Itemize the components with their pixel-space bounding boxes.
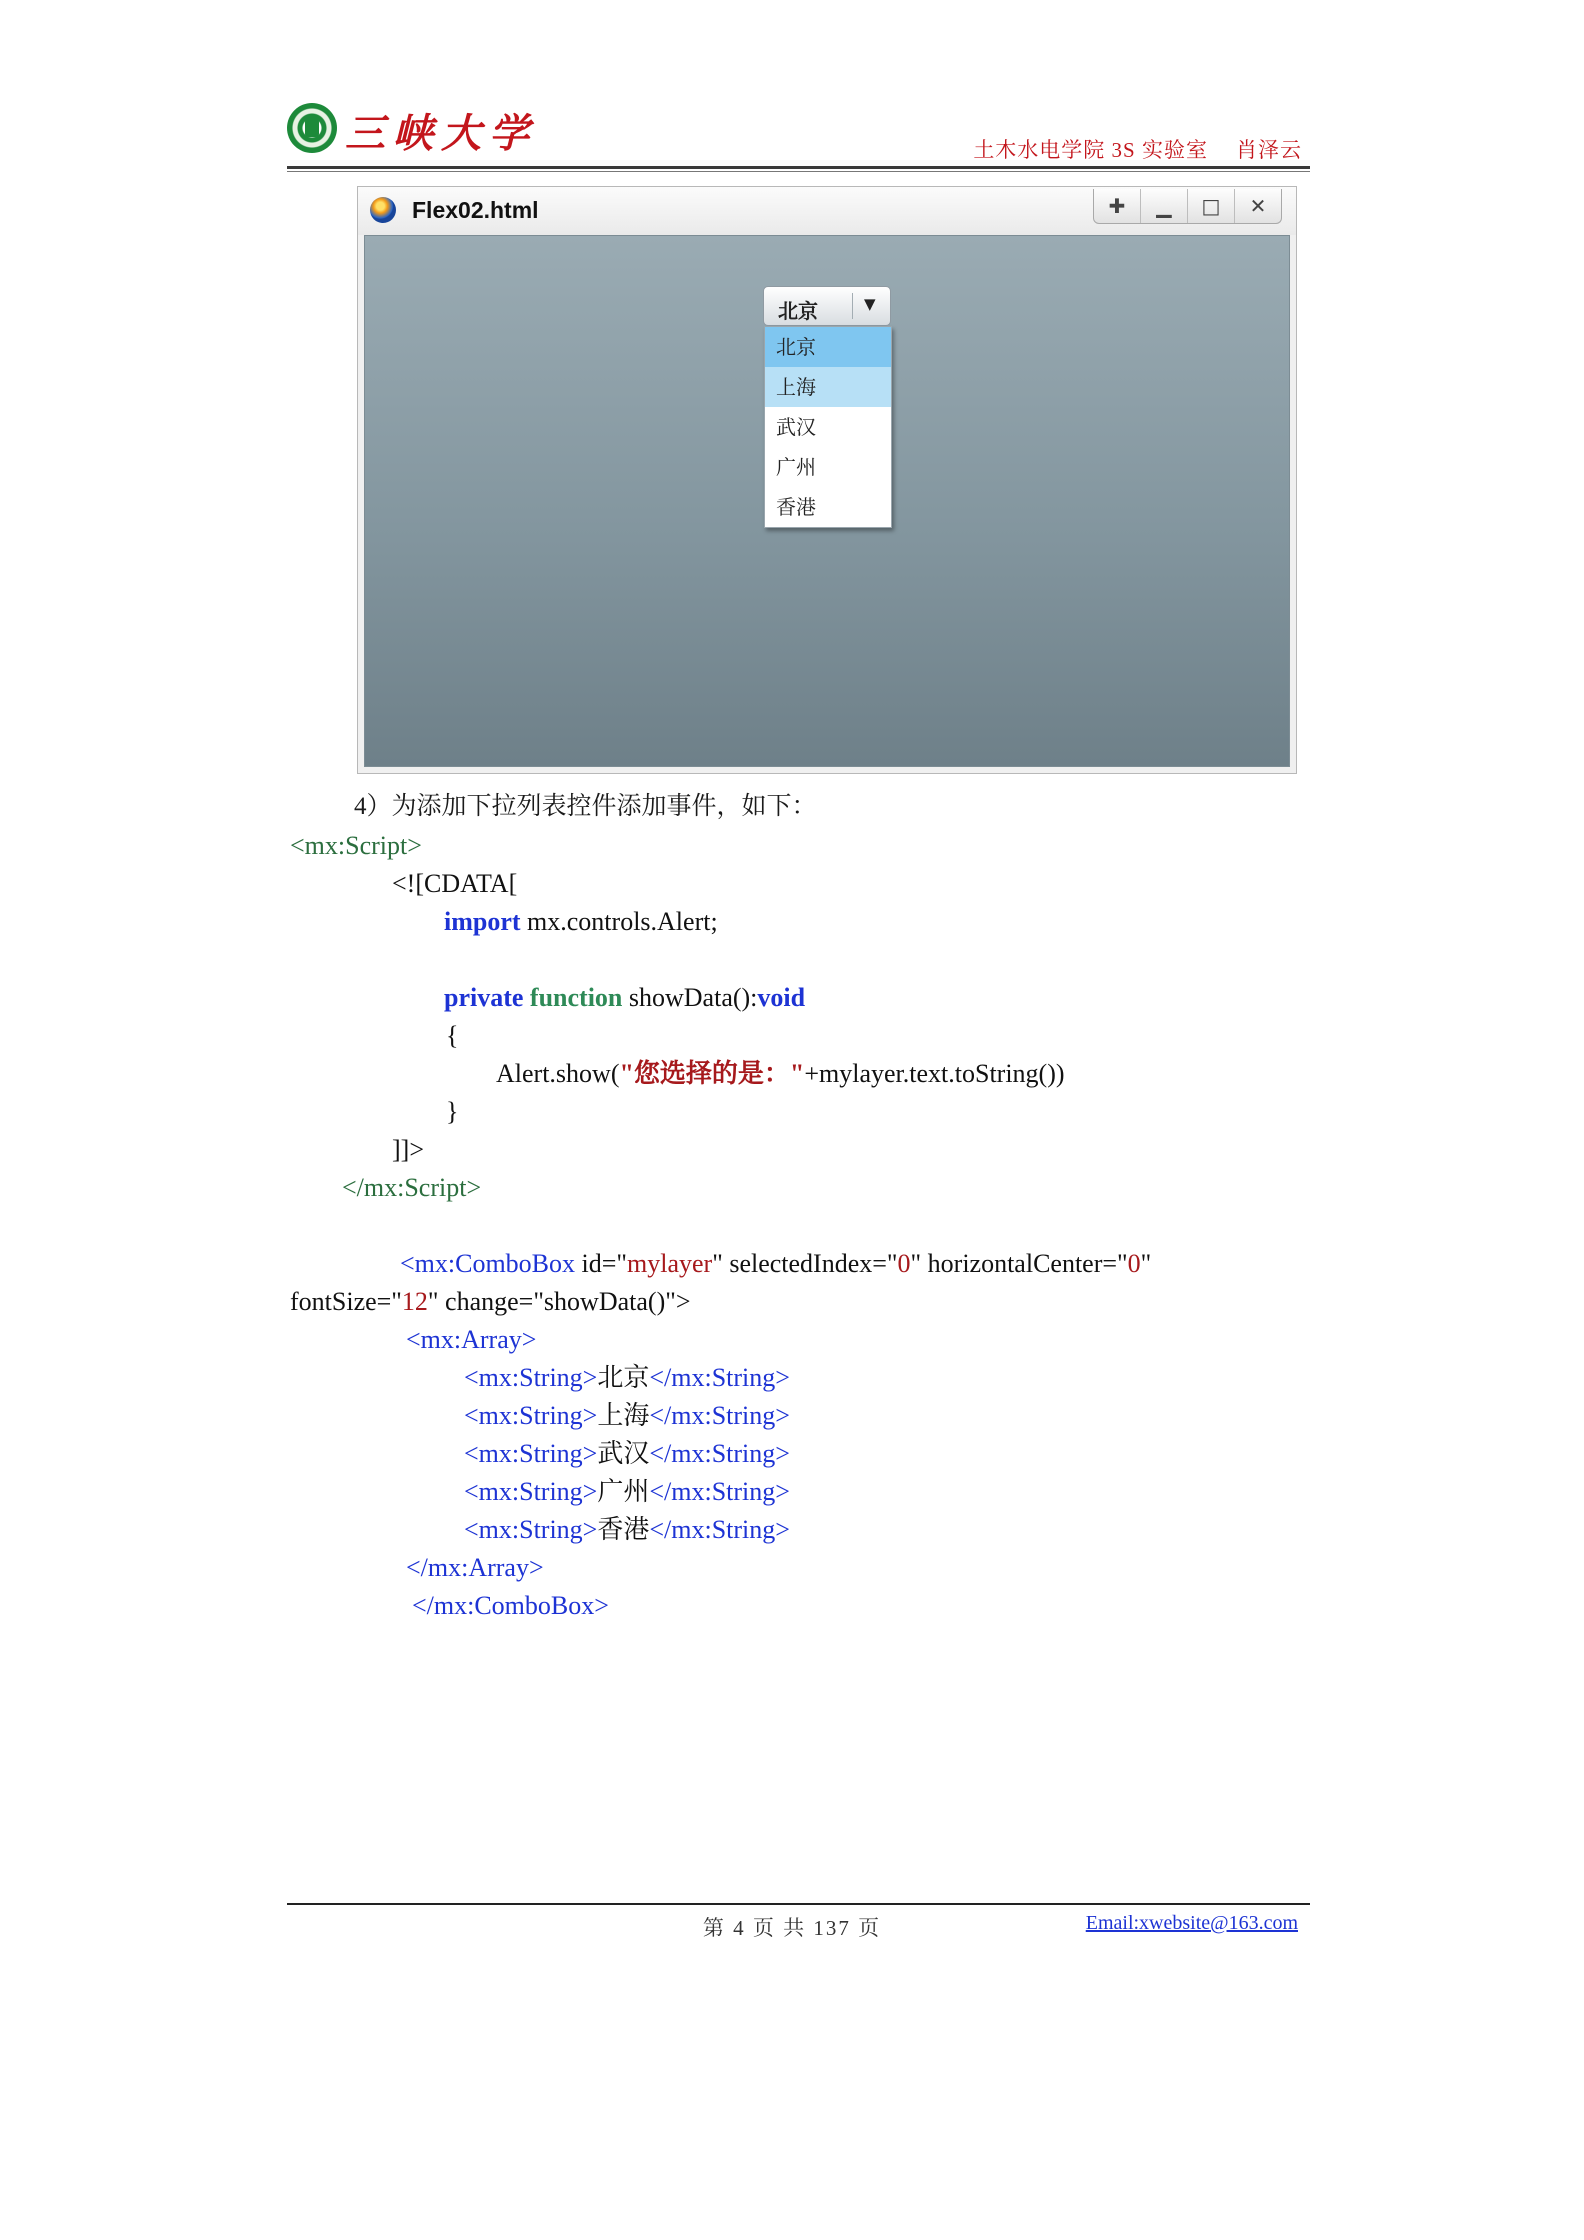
- code-array-open: <mx:Array>: [406, 1325, 537, 1354]
- email-link[interactable]: Email:xwebsite@163.com: [1085, 1912, 1298, 1934]
- code-alert-line: [496, 1056, 1065, 1092]
- city-combobox[interactable]: [763, 286, 891, 326]
- header-author: 肖泽云: [1236, 138, 1302, 162]
- code-string-value: 武汉: [597, 1439, 650, 1468]
- code-alert-string: "您选择的是：": [619, 1059, 805, 1088]
- code-string-line: [464, 1360, 790, 1396]
- code-array-close: </mx:Array>: [406, 1553, 544, 1582]
- code-combobox-close: </mx:ComboBox>: [412, 1591, 609, 1620]
- browser-window: [357, 186, 1297, 774]
- code-string-open-tag: <mx:String>: [464, 1363, 598, 1392]
- code-attr-horizontalcenter: " horizontalCenter=": [910, 1249, 1128, 1278]
- code-script-close: </mx:Script>: [342, 1173, 482, 1202]
- code-string-close-tag: </mx:String>: [649, 1401, 790, 1430]
- chevron-down-icon[interactable]: ▼: [864, 295, 876, 313]
- code-combobox-line: [400, 1246, 1151, 1282]
- code-keyword-void: void: [757, 983, 806, 1012]
- code-alert-call: Alert.show(: [496, 1059, 620, 1088]
- page-number: 第 4 页 共 137 页: [702, 1916, 882, 1940]
- combobox-divider: [852, 293, 853, 319]
- code-attr-fontsize: fontSize=": [290, 1287, 402, 1316]
- code-string-close-tag: </mx:String>: [649, 1515, 790, 1544]
- code-keyword-import: import: [444, 907, 521, 936]
- code-string-close-tag: </mx:String>: [649, 1363, 790, 1392]
- footer-rule: [287, 1903, 1310, 1905]
- close-icon[interactable]: ✕: [1234, 189, 1281, 223]
- code-combobox-tag: <mx:ComboBox: [400, 1249, 576, 1278]
- code-keyword-private: private: [444, 983, 524, 1012]
- firefox-icon: [370, 197, 396, 223]
- pin-icon[interactable]: ✚: [1108, 194, 1126, 218]
- code-val-fontsize: 12: [401, 1287, 428, 1316]
- code-string-value: 香港: [597, 1515, 650, 1544]
- dropdown-option-shanghai[interactable]: 上海: [765, 367, 891, 407]
- header-rule-thin: [287, 171, 1310, 172]
- code-attr-selectedindex: " selectedIndex=": [712, 1249, 898, 1278]
- combobox-dropdown-list: [764, 326, 892, 528]
- code-attr-quote: ": [1140, 1249, 1152, 1278]
- header-rule: [287, 166, 1310, 169]
- code-string-line: [464, 1436, 790, 1472]
- window-controls: [1093, 189, 1282, 224]
- minimize-icon[interactable]: ▁: [1140, 189, 1187, 223]
- code-import-line: [444, 904, 718, 940]
- code-val-id: mylayer: [627, 1249, 713, 1278]
- header-lab: 土木水电学院 3S 实验室: [973, 138, 1208, 162]
- code-attr-id: id=": [575, 1249, 628, 1278]
- code-script-open: <mx:Script>: [290, 831, 422, 860]
- code-cdata-open: <![CDATA[: [392, 869, 518, 898]
- code-func-signature: showData():: [622, 983, 758, 1012]
- university-logo-text: 三峡大学: [345, 110, 537, 157]
- flex-app-canvas: [364, 235, 1290, 767]
- code-string-open-tag: <mx:String>: [464, 1401, 598, 1430]
- code-string-line: [464, 1512, 790, 1548]
- code-val-selectedindex: 0: [897, 1249, 911, 1278]
- code-import-rest: mx.controls.Alert;: [520, 907, 718, 936]
- dropdown-option-beijing[interactable]: 北京: [765, 327, 891, 367]
- code-brace-close: }: [446, 1097, 459, 1126]
- code-combobox-line2: [290, 1284, 691, 1320]
- window-titlebar[interactable]: [358, 187, 1296, 235]
- header-right: [973, 134, 1302, 164]
- code-cdata-close: ]]>: [392, 1135, 424, 1164]
- combobox-value: 北京: [778, 299, 818, 323]
- university-emblem-icon: [287, 103, 337, 153]
- dropdown-option-wuhan[interactable]: 武汉: [776, 415, 816, 439]
- window-title: Flex02.html: [412, 197, 539, 223]
- code-string-line: [464, 1398, 790, 1434]
- code-alert-rest: +mylayer.text.toString()): [804, 1059, 1065, 1088]
- page-header: [287, 100, 1310, 170]
- code-string-value: 上海: [597, 1401, 650, 1430]
- maximize-icon[interactable]: □: [1187, 189, 1234, 223]
- code-string-open-tag: <mx:String>: [464, 1477, 598, 1506]
- code-string-value: 北京: [597, 1363, 650, 1392]
- dropdown-option-guangzhou[interactable]: 广州: [776, 455, 816, 479]
- step-description: 4）为添加下拉列表控件添加事件，如下：: [354, 793, 817, 820]
- code-keyword-function: function: [529, 983, 623, 1012]
- code-string-value: 广州: [597, 1477, 650, 1506]
- code-string-line: [464, 1474, 790, 1510]
- code-brace-open: {: [446, 1021, 459, 1050]
- code-val-horizontalcenter: 0: [1127, 1249, 1141, 1278]
- code-attr-change: " change="showData()">: [427, 1287, 691, 1316]
- code-string-open-tag: <mx:String>: [464, 1515, 598, 1544]
- code-string-open-tag: <mx:String>: [464, 1439, 598, 1468]
- dropdown-option-hongkong[interactable]: 香港: [776, 495, 816, 519]
- code-string-close-tag: </mx:String>: [649, 1439, 790, 1468]
- code-string-close-tag: </mx:String>: [649, 1477, 790, 1506]
- code-function-line: [444, 980, 805, 1016]
